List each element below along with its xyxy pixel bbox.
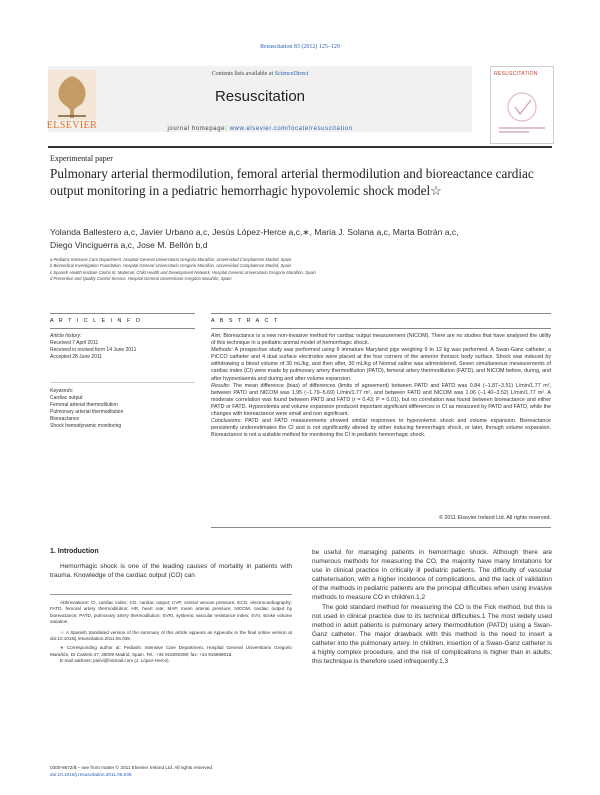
corresponding-author-footnote: ∗ Corresponding author at: Pediatric Intensive Care Department, Hospital General Universitario Gregorio Marañón, Dr Castelo 47, 28009 Madrid, Spain. Tel.: +34 915290308; fax: +34 915868018. <box>50 645 292 657</box>
journal-citation[interactable]: Resuscitation 83 (2012) 125–129 <box>260 44 340 50</box>
results-label: Results: <box>211 382 231 389</box>
abstract-body <box>211 333 551 439</box>
abstract-end-rule <box>211 527 551 528</box>
keyword-item: Bioreactance <box>50 416 80 423</box>
homepage-prefix: journal homepage: <box>167 126 230 132</box>
sciencedirect-link[interactable]: ScienceDirect <box>274 71 309 77</box>
affiliation-d: d Preventive and Quality Control Service, Hospital General Universitario Gregorio Marañón, Spain <box>50 276 232 282</box>
journal-homepage <box>48 126 472 132</box>
accepted-date: Accepted 28 June 2011 <box>50 354 103 361</box>
footnote-rule <box>50 594 292 595</box>
abstract-label: A B S T R A C T <box>211 318 280 324</box>
aim-text: Bioreactance is a new non-invasive method for cardiac output measurement (NICOM). There are no studies that have analysed the utility of this technique in a pediatric animal model of hemorrhagic shock. <box>211 333 551 347</box>
keywords-label: Keywords: <box>50 388 74 394</box>
header-rule <box>48 146 552 148</box>
keyword-item: Pulmonary arterial thermodilution <box>50 409 124 416</box>
footnotes <box>50 600 292 665</box>
authors-line-1: Yolanda Ballestero a,c, Javier Urbano a,c, Jesús López-Herce a,c,∗, Maria J. Solana a,c, Marta Botrán a,c, <box>50 227 459 237</box>
received-date: Received 7 April 2011 <box>50 340 99 347</box>
translation-footnote: ☆ A Spanish translated version of the summary of this article appears as Appendix in the final online version at doi:10.1016/j.resuscitation.2011.06.039. <box>50 629 292 642</box>
authors-line-2: Diego Vinciguerra a,c, Jose M. Bellón b,d <box>50 240 208 250</box>
journal-cover-thumbnail[interactable] <box>490 66 554 144</box>
methods-label: Methods: <box>211 347 233 354</box>
cover-emblem-icon <box>491 67 553 143</box>
keywords-rule <box>50 382 195 383</box>
abstract-copyright: © 2011 Elsevier Ireland Ltd. All rights reserved. <box>438 515 551 521</box>
article-info-rule <box>50 313 195 314</box>
history-label: Article history: <box>50 333 82 339</box>
keyword-item: Cardiac output <box>50 395 83 402</box>
conclusions-text: PATD and FATD measurements showed similar responses to hypovolemic shock and volume expansion. Bioreactance persistently underestimates the CI and is not significantly altered by either inducing hemorrhagic shock, or later, through volume expansion. Bioreactance is not a suitable method for monitoring the CI in pediatric hemorrhagic shock. <box>211 418 551 439</box>
intro-right-paragraph-1: be useful for managing patients in hemorrhagic shock. Although there are numerous methods for measuring the CO, the majority have many limitations for use in clinical practice in critically ill pediatric patients. The difficulty of vascular catheterisation, with a higher incidence of complications, and the lack of validation of the methods in pediatric patients are the principal difficulties when using invasive methods to measure CO in children.1,2 <box>312 549 552 602</box>
aim-label: Aim: <box>211 333 222 339</box>
email-footnote: E-mail address: pielvi@hotmail.com (J. López-Herce). <box>60 658 170 664</box>
revised-date: Received in revised form 14 June 2011 <box>50 347 137 354</box>
intro-left-paragraph: Hemorrhagic shock is one of the leading causes of mortality in patients with trauma. Knowledge of the cardiac output (CO) can <box>50 563 292 580</box>
article-history <box>50 333 195 361</box>
keyword-item: Shock hemodynamic monitoring <box>50 423 122 430</box>
abstract-rule <box>211 313 551 314</box>
affiliation-c: c Spanish Health Institute Carlos III, Maternal, Child Health and Development Network, Hospital General Universitario Gregorio Marañón, Spain <box>50 269 316 275</box>
article-title: Pulmonary arterial thermodilution, femoral arterial thermodilution and bioreactance cardiac output monitoring in a pediatric hemorrhagic hypovolemic shock model☆ <box>50 166 534 198</box>
front-matter <box>50 765 213 778</box>
keywords-block <box>50 388 195 431</box>
abstract-rule-2 <box>211 328 551 329</box>
article-info-label: A R T I C L E I N F O <box>50 318 142 324</box>
affiliation-b: b Biomedical Investigation Foundation, Hospital General Universitario Gregorio Marañón, Universidad Complutense Madrid, Spain <box>50 263 292 269</box>
contents-prefix: Contents lists available at <box>211 71 275 77</box>
methods-text: A prospective study was performed using 9 immature Maryland pigs weighing 9 to 12 kg was performed. A Swan-Ganz catheter, a PiCCO catheter and 4 dual surface electrodes were placed at the four corners of the anterior thoracic body surface. Shock was induced by withdrawing a blood volume of 30 mL/kg, and then after, 30 mL/kg of Normal saline was administered. Seven simultaneous measurements of cardiac index (CI) were made by pulmonary artery thermodilution (PATD), femoral artery thermodilution (FATD), and NICOM before, during, and after hypovolaemia and during and after volume expansion. <box>211 347 551 382</box>
conclusions-label: Conclusions: <box>211 418 242 425</box>
results-text: The mean difference (bias) of differences (limits of agreement) between PATD and FATD was 0.84 (−1.87–3.51) L/min/1.77 m², between PATD and NICOM was 1.95 (−1.79–5.69) L/min/1.77 m², and between FATD and NICOM was 1.06 (−1.40–3.52) L/min/1.77 m². A moderate correlation was found between PATD and FATD (r = 0.43; P = 0.01), but no correlation was found between bioreactance and either PATD or FATD. Hypovolemia and volume expansion produced important significant differences in CI as measured by PATD and FATD, while the changes with bioreactance were small and non significant. <box>211 382 551 418</box>
intro-right-paragraph-2: The gold standard method for measuring the CO is the Fick method, but this is not used in clinical practice due to its technical difficulties.1 The most widely used method in adult patients is pulmonary artery thermodilution (PATD) using a Swan-Ganz catheter. The major drawback with this method is the need to insert a catheter into the pulmonary artery. In children, insertion of a Swan-Ganz catheter is a highly complex procedure, and the risk of complications is higher than in adults; this technique is therefore used infrequently.1,3 <box>312 603 552 666</box>
contents-line <box>48 71 472 77</box>
cover-title: RESUSCITATION <box>494 71 538 77</box>
affiliation-a: a Pediatric Intensive Care Department, Hospital General Universitario Gregorio Marañón, Universidad Complutense Madrid, Spain <box>50 257 292 262</box>
elsevier-wordmark: ELSEVIER <box>46 120 98 131</box>
article-info-rule-2 <box>50 328 195 329</box>
introduction-heading: 1. Introduction <box>50 548 99 555</box>
keyword-item: Femoral arterial thermodilution <box>50 402 118 409</box>
issn-line: 0300-9572/$ – see front matter © 2011 Elsevier Ireland Ltd. All rights reserved. <box>50 765 214 770</box>
homepage-link[interactable]: www.elsevier.com/locate/resuscitation <box>229 126 353 132</box>
doi-link[interactable]: doi:10.1016/j.resuscitation.2011.06.039 <box>50 771 132 777</box>
journal-title: Resuscitation <box>214 88 306 105</box>
affiliations <box>50 257 550 283</box>
intro-right-column <box>312 548 552 666</box>
author-list <box>50 226 550 252</box>
article-type: Experimental paper <box>50 154 113 163</box>
abbreviations-footnote: Abbreviations: CI, cardiac index; CO, cardiac output; CVP, central venous pressure; ECG, electrocardiography; FATD, femoral artery thermodilution; HR, heart rate; MAP, mean arterial pressure; NICOM, cardiac output by bioreactance; PATD, pulmonary artery thermodilution; SVRI, systemic vascular resistance index; SVV, stroke volume variation. <box>50 600 292 625</box>
